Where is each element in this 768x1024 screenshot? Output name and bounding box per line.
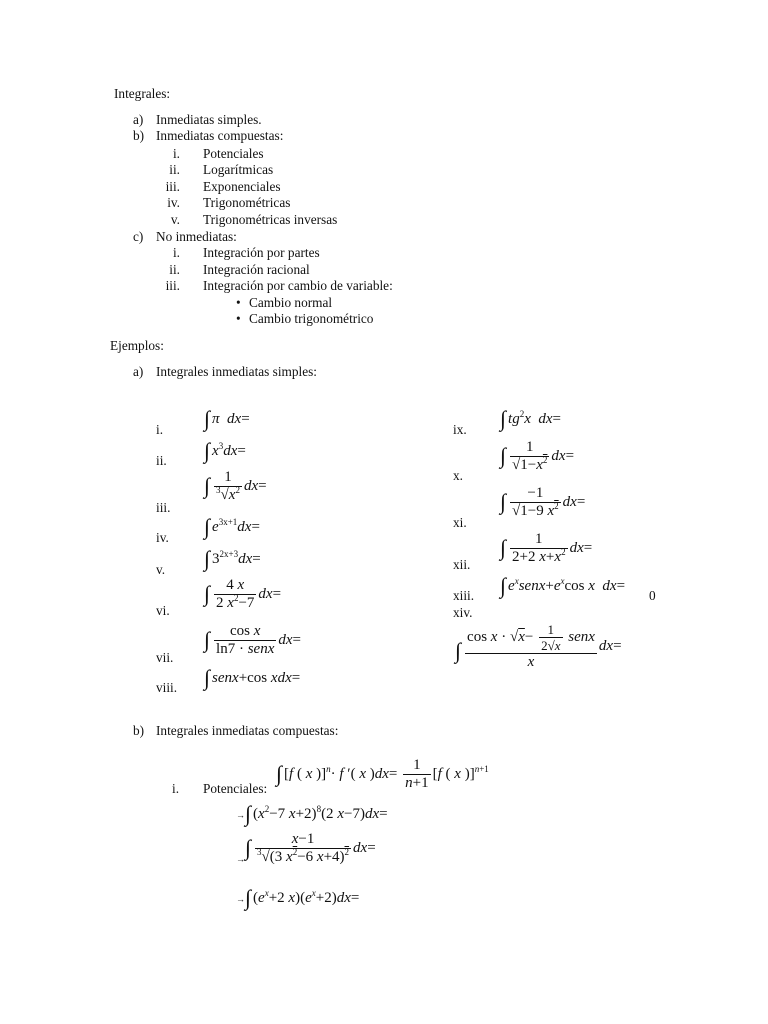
formula-ix: ∫ $tg^2x$ dx= bbox=[500, 406, 561, 431]
outline-c-marker: c) bbox=[133, 229, 144, 244]
section-b-item-marker: i. bbox=[172, 781, 180, 796]
section-a-marker: a) bbox=[133, 364, 144, 379]
outline-a-marker: a) bbox=[133, 112, 144, 127]
example-marker: i. bbox=[156, 422, 164, 437]
formula-vi: ∫ $\frac{4 x}{2 x^2-7}$ dx= bbox=[204, 577, 282, 611]
example-marker: vii. bbox=[156, 650, 174, 665]
outline-c-item-label: Integración racional bbox=[203, 262, 310, 277]
outline-b-item-label: Potenciales bbox=[203, 146, 264, 161]
bullet-icon: • bbox=[236, 311, 241, 326]
formula-vii: ∫ $\frac{\text{cos x}}{\text{ln7 · senx}}$ dx= bbox=[204, 623, 301, 657]
outline-c-item-label: Integración por partes bbox=[203, 245, 320, 260]
outline-b-item-label: Exponenciales bbox=[203, 179, 281, 194]
example-marker: v. bbox=[156, 562, 166, 577]
outline-c-item-marker: ii. bbox=[169, 262, 180, 277]
formula-iii: ∫ $\frac{1}{^3√x^2}$ dx= bbox=[204, 469, 267, 503]
outline-b-item-label: Trigonométricas inversas bbox=[203, 212, 338, 227]
section-b-label: Integrales inmediatas compuestas: bbox=[156, 723, 339, 738]
examples-heading: Ejemplos: bbox=[110, 338, 164, 353]
outline-b-item-marker: ii. bbox=[169, 162, 180, 177]
outline-c-label: No inmediatas: bbox=[156, 229, 237, 244]
example-marker: ix. bbox=[453, 422, 467, 437]
example-marker: xiii. bbox=[453, 588, 475, 603]
bullet-label: Cambio trigonométrico bbox=[249, 311, 374, 326]
example-marker: xi. bbox=[453, 515, 467, 530]
formula-iv: ∫ $e^{3x+1}dx=$ bbox=[204, 514, 260, 539]
outline-b-item-marker: v. bbox=[170, 212, 180, 227]
formula-b2: $_\to$∫ $\frac{x-1}{^3√(3 x^2-6 x+4)^2}$ dx= bbox=[236, 831, 376, 865]
example-marker: xii. bbox=[453, 557, 471, 572]
example-marker: x. bbox=[453, 468, 463, 483]
page-title: Integrales: bbox=[114, 86, 171, 101]
formula-power-rule: ∫ [f ( x )]$^n$· f ′( x )dx= $\frac{1}{n+1}$ [f ( x )]$^{n+1}$ bbox=[276, 757, 489, 791]
formula-b3: →∫ ($e^x+2$ $x)(e^x+2)dx=$ bbox=[236, 885, 360, 910]
formula-v: ∫ $3^{2x+3}dx=$ bbox=[204, 546, 261, 571]
outline-c-item-marker: i. bbox=[172, 245, 180, 260]
outline-a-label: Inmediatas simples. bbox=[156, 112, 262, 127]
section-b-item-label: Potenciales: bbox=[203, 781, 268, 796]
outline-b-marker: b) bbox=[133, 128, 145, 143]
formula-i: ∫ π dx= bbox=[204, 406, 250, 431]
bullet-label: Cambio normal bbox=[249, 295, 333, 310]
outline-c-item-label: Integración por cambio de variable: bbox=[203, 278, 393, 293]
formula-xii: ∫ $\frac{1}{2+2 x+x^2}$ dx= bbox=[500, 531, 593, 565]
formula-b1: →∫ ($x^2-7$ x+2)$^8$(2 x−7)dx= bbox=[236, 801, 388, 826]
formula-ii: ∫ $x^3dx=$ bbox=[204, 438, 246, 463]
example-marker: iv. bbox=[156, 530, 169, 545]
example-marker: ii. bbox=[156, 453, 167, 468]
stray-zero: 0 bbox=[649, 588, 656, 603]
example-marker: vi. bbox=[156, 603, 170, 618]
formula-viii: ∫ senx+cos xdx= bbox=[204, 665, 301, 690]
outline-b-item-label: Logarítmicas bbox=[203, 162, 274, 177]
outline-c-item-marker: iii. bbox=[165, 278, 180, 293]
example-marker: iii. bbox=[156, 500, 171, 515]
bullet-icon: • bbox=[236, 295, 241, 310]
section-b-marker: b) bbox=[133, 723, 145, 738]
outline-b-label: Inmediatas compuestas: bbox=[156, 128, 284, 143]
example-marker: viii. bbox=[156, 680, 178, 695]
section-a-label: Integrales inmediatas simples: bbox=[156, 364, 317, 379]
formula-xi: ∫ $\frac{-1}{√1-9 x^2}$ dx= bbox=[500, 485, 586, 519]
outline-b-item-marker: iv. bbox=[167, 195, 180, 210]
formula-xiii: ∫ $e^xsenx+e^x\cos$ x dx= bbox=[500, 573, 626, 598]
formula-x: ∫ $\frac{1}{√1-x^2}$ dx= bbox=[500, 439, 575, 473]
outline-b-item-label: Trigonométricas bbox=[203, 195, 291, 210]
formula-xiv: ∫ cos x · √x− $\frac{1}{2√x}$ senx x dx= bbox=[455, 622, 622, 670]
outline-b-item-marker: iii. bbox=[165, 179, 180, 194]
example-marker: xiv. bbox=[453, 605, 473, 620]
outline-b-item-marker: i. bbox=[172, 146, 180, 161]
